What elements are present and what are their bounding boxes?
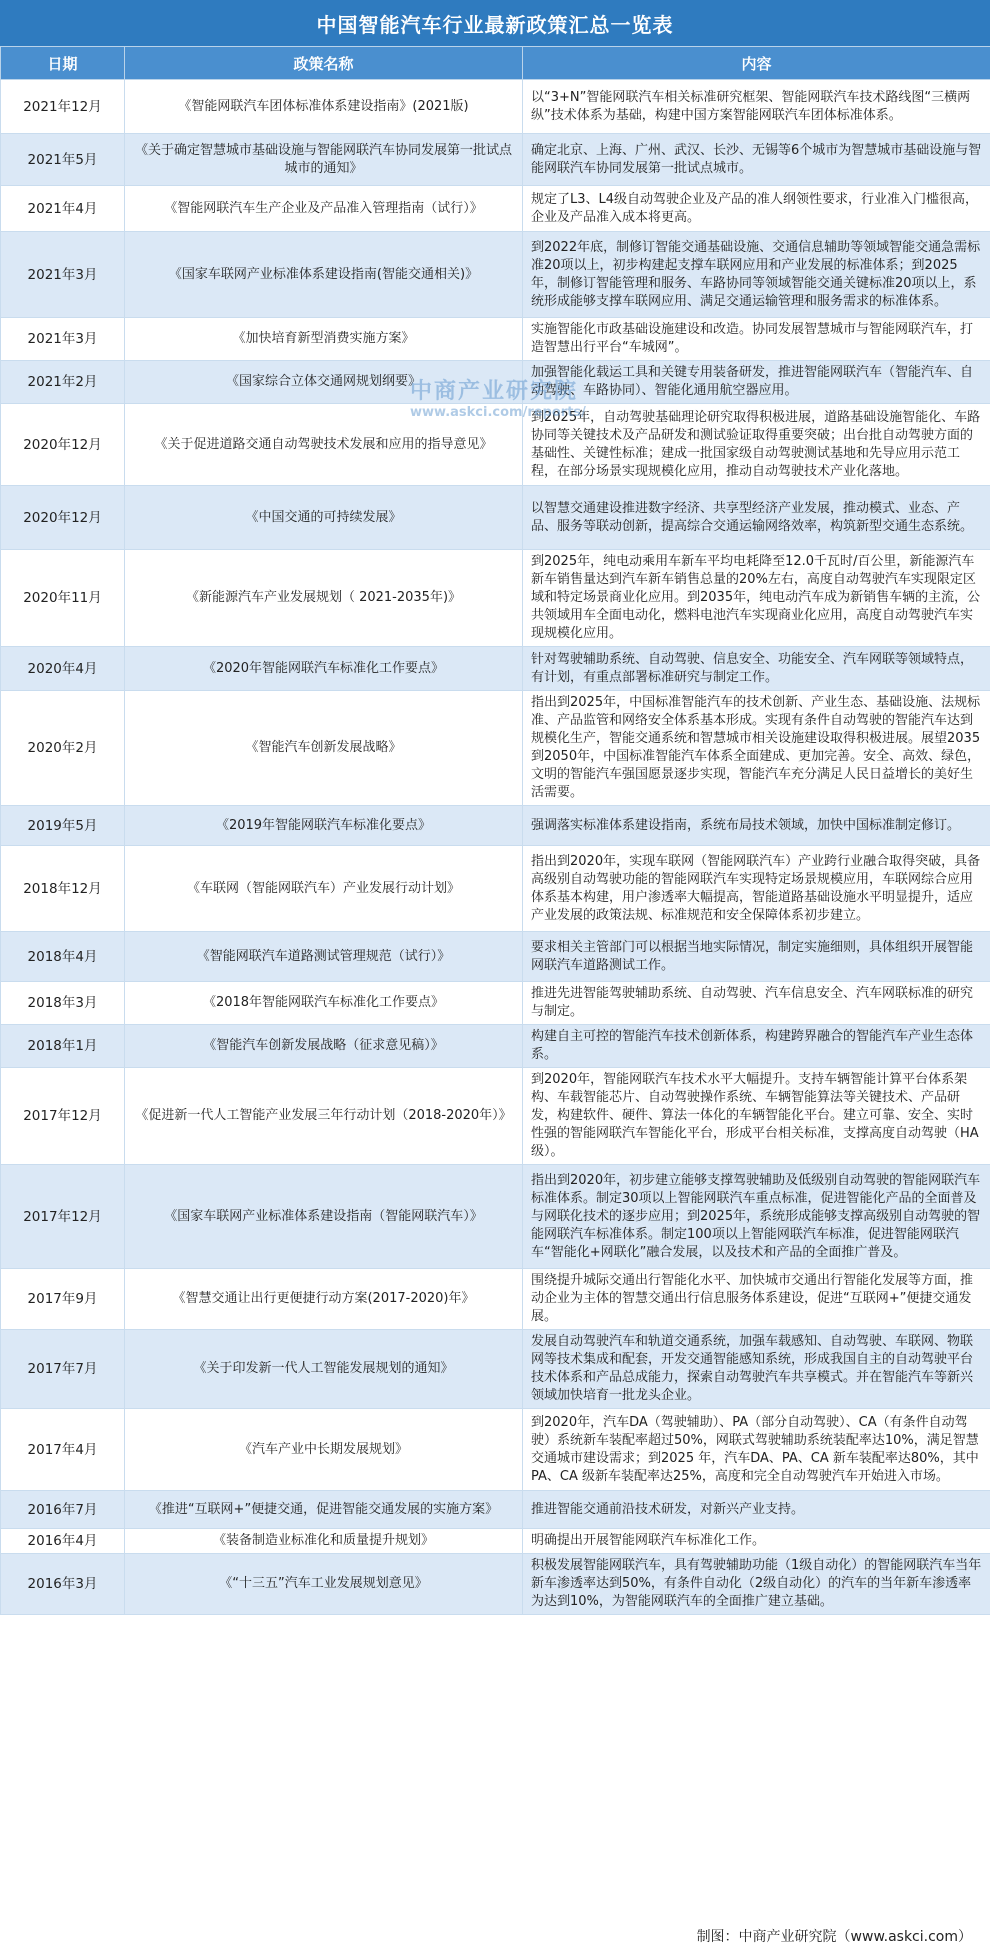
row-content: 针对驾驶辅助系统、自动驾驶、信息安全、功能安全、汽车网联等领域特点，有计划，有重点部署标准研究与制定工作。	[523, 647, 990, 691]
row-policy-name: 《智能汽车创新发展战略（征求意见稿）》	[125, 1025, 523, 1068]
row-date: 2018年3月	[1, 982, 125, 1025]
row-content: 指出到2020年，初步建立能够支撑驾驶辅助及低级别自动驾驶的智能网联汽车标准体系。制定30项以上智能网联汽车重点标准，促进智能化产品的全面普及与网联化技术的逐步应用；到2025年，系统形成能够支撑高级别自动驾驶的智能网联汽车标准体系。制定100项以上智能网联汽车标准，促进智能网联汽车“智能化+网联化”融合发展，以及技术和产品的全面推广普及。	[523, 1165, 990, 1269]
row-content: 要求相关主管部门可以根据当地实际情况，制定实施细则，具体组织开展智能网联汽车道路测试工作。	[523, 932, 990, 982]
header-row	[1, 47, 990, 80]
watermark-name: 中商产业研究院	[410, 379, 579, 404]
table-row	[1, 1554, 990, 1615]
row-content: 加强智能化载运工具和关键专用装备研发，推进智能网联汽车（智能汽车、自动驾驶、车路协同）、智能化通用航空器应用。	[523, 361, 990, 404]
row-date: 2016年7月	[1, 1491, 125, 1529]
header-date: 日期	[1, 47, 125, 80]
row-date: 2016年4月	[1, 1529, 125, 1554]
row-policy-name: 《智能汽车创新发展战略》	[125, 691, 523, 806]
table-row	[1, 80, 990, 134]
footer-credit: 制图：中商产业研究院（www.askci.com）	[696, 1929, 972, 1945]
row-date: 2018年1月	[1, 1025, 125, 1068]
table-row	[1, 806, 990, 846]
table-row	[1, 318, 990, 361]
table-row	[1, 647, 990, 691]
watermark-url: www.askci.com/reports/	[410, 405, 586, 420]
row-content: 积极发展智能网联汽车，具有驾驶辅助功能（1级自动化）的智能网联汽车当年新车渗透率达到50%，有条件自动化（2级自动化）的汽车的当年新车渗透率为达到10%，为智能网联汽车的全面推广建立基础。	[523, 1554, 990, 1615]
table-row	[1, 982, 990, 1025]
table-row	[1, 134, 990, 186]
row-content: 强调落实标准体系建设指南，系统布局技术领域，加快中国标准制定修订。	[523, 806, 990, 846]
table-row	[1, 1269, 990, 1330]
table-row	[1, 1529, 990, 1554]
table-row	[1, 1068, 990, 1165]
row-date: 2017年4月	[1, 1409, 125, 1491]
row-policy-name: 《关于确定智慧城市基础设施与智能网联汽车协同发展第一批试点城市的通知》	[125, 134, 523, 186]
row-policy-name: 《智慧交通让出行更便捷行动方案(2017-2020)年》	[125, 1269, 523, 1330]
row-content: 确定北京、上海、广州、武汉、长沙、无锡等6个城市为智慧城市基础设施与智能网联汽车协同发展第一批试点城市。	[523, 134, 990, 186]
table-row	[1, 232, 990, 318]
row-date: 2021年5月	[1, 134, 125, 186]
row-policy-name: 《汽车产业中长期发展规划》	[125, 1409, 523, 1491]
policy-table	[0, 46, 990, 1615]
row-date: 2020年4月	[1, 647, 125, 691]
row-date: 2021年4月	[1, 186, 125, 232]
row-content: 指出到2025年，中国标准智能汽车的技术创新、产业生态、基础设施、法规标准、产品监管和网络安全体系基本形成。实现有条件自动驾驶的智能汽车达到规模化生产，智能交通系统和智慧城市相关设施建设取得积极进展。展望2035到2050年，中国标准智能汽车体系全面建成、更加完善。安全、高效、绿色，文明的智能汽车强国愿景逐步实现，智能汽车充分满足人民日益增长的美好生活需要。	[523, 691, 990, 806]
row-content: 到2025年，自动驾驶基础理论研究取得积极进展，道路基础设施智能化、车路协同等关键技术及产品研发和测试验证取得重要突破；出台批自动驾驶方面的基础性、关键性标准；建成一批国家级自动驾驶测试基地和先导应用示范工程，在部分场景实现规模化应用，推动自动驾驶技术产业化落地。	[523, 404, 990, 486]
row-content: 指出到2020年，实现车联网（智能网联汽车）产业跨行业融合取得突破，具备高级别自动驾驶功能的智能网联汽车实现特定场景规模应用，车联网综合应用体系基本构建，用户渗透率大幅提高，智能道路基础设施水平明显提升，适应产业发展的政策法规、标准规范和安全保障体系初步建立。	[523, 846, 990, 932]
row-date: 2020年11月	[1, 550, 125, 647]
row-date: 2019年5月	[1, 806, 125, 846]
row-date: 2018年12月	[1, 846, 125, 932]
row-policy-name: 《国家车联网产业标准体系建设指南(智能交通相关)》	[125, 232, 523, 318]
table-row	[1, 550, 990, 647]
row-content: 以“3+N”智能网联汽车相关标准研究框架、智能网联汽车技术路线图“三横两纵”技术体系为基础，构建中国方案智能网联汽车团体标准体系。	[523, 80, 990, 134]
table-row	[1, 186, 990, 232]
table-row	[1, 404, 990, 486]
row-content: 到2020年，汽车DA（驾驶辅助）、PA（部分自动驾驶）、CA（有条件自动驾驶）系统新车装配率超过50%，网联式驾驶辅助系统装配率达10%，满足智慧交通城市建设需求；到2025 年，汽车DA、PA、CA 新车装配率达80%，其中PA、CA 级新车装配率达25%，高度和完全自动驾驶汽车开始进入市场。	[523, 1409, 990, 1491]
row-policy-name: 《中国交通的可持续发展》	[125, 486, 523, 550]
table-row	[1, 691, 990, 806]
row-policy-name: 《2020年智能网联汽车标准化工作要点》	[125, 647, 523, 691]
row-date: 2018年4月	[1, 932, 125, 982]
row-policy-name: 《促进新一代人工智能产业发展三年行动计划（2018-2020年）》	[125, 1068, 523, 1165]
row-date: 2020年2月	[1, 691, 125, 806]
row-content: 到2022年底，制修订智能交通基础设施、交通信息辅助等领域智能交通急需标准20项以上，初步构建起支撑车联网应用和产业发展的标准体系；到2025年，制修订智能管理和服务、车路协同等领域智能交通关键标准20项以上，系统形成能够支撑车联网应用、满足交通运输管理和服务需求的标准体系。	[523, 232, 990, 318]
row-policy-name: 《关于印发新一代人工智能发展规划的通知》	[125, 1330, 523, 1409]
row-policy-name: 《智能网联汽车团体标准体系建设指南》(2021版)	[125, 80, 523, 134]
row-date: 2017年12月	[1, 1165, 125, 1269]
row-date: 2017年9月	[1, 1269, 125, 1330]
row-policy-name: 《2018年智能网联汽车标准化工作要点》	[125, 982, 523, 1025]
row-policy-name: 《关于促进道路交通自动驾驶技术发展和应用的指导意见》	[125, 404, 523, 486]
row-content: 明确提出开展智能网联汽车标准化工作。	[523, 1529, 990, 1554]
row-content: 围绕提升城际交通出行智能化水平、加快城市交通出行智能化发展等方面，推动企业为主体的智慧交通出行信息服务体系建设，促进“互联网+”便捷交通发展。	[523, 1269, 990, 1330]
table-row	[1, 361, 990, 404]
row-content: 到2025年，纯电动乘用车新车平均电耗降至12.0千瓦时/百公里，新能源汽车新车销售量达到汽车新车销售总量的20%左右，高度自动驾驶汽车实现限定区域和特定场景商业化应用。到2035年，纯电动汽车成为新销售车辆的主流，公共领域用车全面电动化，燃料电池汽车实现商业化应用，高度自动驾驶汽车实现规模化应用。	[523, 550, 990, 647]
row-content: 推进智能交通前沿技术研发，对新兴产业支持。	[523, 1491, 990, 1529]
row-date: 2021年2月	[1, 361, 125, 404]
row-content: 规定了L3、L4级自动驾驶企业及产品的准人纲领性要求，行业准入门槛很高，企业及产品准入成本将更高。	[523, 186, 990, 232]
table-row	[1, 486, 990, 550]
row-policy-name: 《新能源汽车产业发展规划（ 2021-2035年)》	[125, 550, 523, 647]
table-title: 中国智能汽车行业最新政策汇总一览表	[0, 0, 990, 46]
row-policy-name: 《车联网（智能网联汽车）产业发展行动计划》	[125, 846, 523, 932]
table-row	[1, 1409, 990, 1491]
row-date: 2021年3月	[1, 232, 125, 318]
row-policy-name: 《国家综合立体交通网规划纲要》	[125, 361, 523, 404]
table-row	[1, 1025, 990, 1068]
row-policy-name: 《智能网联汽车生产企业及产品准入管理指南（试行）》	[125, 186, 523, 232]
row-content: 推进先进智能驾驶辅助系统、自动驾驶、汽车信息安全、汽车网联标准的研究与制定。	[523, 982, 990, 1025]
row-content: 实施智能化市政基础设施建设和改造。协同发展智慧城市与智能网联汽车，打造智慧出行平台“车城网”。	[523, 318, 990, 361]
header-content: 内容	[523, 47, 990, 80]
table-row	[1, 1491, 990, 1529]
row-policy-name: 《2019年智能网联汽车标准化要点》	[125, 806, 523, 846]
row-date: 2017年12月	[1, 1068, 125, 1165]
row-date: 2021年3月	[1, 318, 125, 361]
row-policy-name: 《国家车联网产业标准体系建设指南（智能网联汽车）》	[125, 1165, 523, 1269]
table-row	[1, 846, 990, 932]
table-row	[1, 932, 990, 982]
row-date: 2021年12月	[1, 80, 125, 134]
row-date: 2020年12月	[1, 486, 125, 550]
row-date: 2017年7月	[1, 1330, 125, 1409]
row-date: 2016年3月	[1, 1554, 125, 1615]
row-policy-name: 《智能网联汽车道路测试管理规范（试行）》	[125, 932, 523, 982]
row-policy-name: 《“十三五”汽车工业发展规划意见》	[125, 1554, 523, 1615]
header-name: 政策名称	[125, 47, 523, 80]
row-policy-name: 《加快培育新型消费实施方案》	[125, 318, 523, 361]
row-policy-name: 《推进“互联网+”便捷交通，促进智能交通发展的实施方案》	[125, 1491, 523, 1529]
row-content: 以智慧交通建设推进数字经济、共享型经济产业发展，推动模式、业态、产品、服务等联动创新，提高综合交通运输网络效率，构筑新型交通生态系统。	[523, 486, 990, 550]
row-content: 到2020年，智能网联汽车技术水平大幅提升。支持车辆智能计算平台体系架构、车载智能芯片、自动驾驶操作系统、车辆智能算法等关键技术、产品研发，构建软件、硬件、算法一体化的车辆智能化平台。建立可靠、安全、实时性强的智能网联汽车智能化平台，形成平台相关标准，支撑高度自动驾驶（HA 级）。	[523, 1068, 990, 1165]
table-row	[1, 1330, 990, 1409]
table-row	[1, 1165, 990, 1269]
row-content: 构建自主可控的智能汽车技术创新体系，构建跨界融合的智能汽车产业生态体系。	[523, 1025, 990, 1068]
row-policy-name: 《装备制造业标准化和质量提升规划》	[125, 1529, 523, 1554]
row-content: 发展自动驾驶汽车和轨道交通系统，加强车载感知、自动驾驶、车联网、物联网等技术集成和配套，开发交通智能感知系统，形成我国自主的自动驾驶平台技术体系和产品总成能力，探索自动驾驶汽车共享模式。并在智能汽车等新兴领域加快培育一批龙头企业。	[523, 1330, 990, 1409]
row-date: 2020年12月	[1, 404, 125, 486]
